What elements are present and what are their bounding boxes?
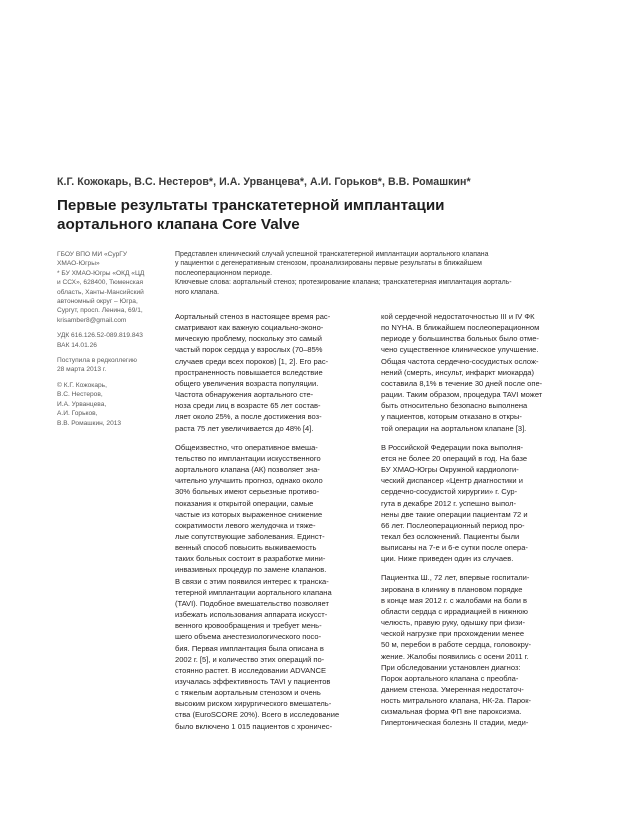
- body-text-line: у пациентов, которым отказано в откры-: [381, 412, 522, 422]
- body-text-line: было включено 1 015 пациентов с хроничес-: [175, 721, 333, 731]
- body-text-line: 2002 г. [5], и количество этих операций по-: [175, 654, 325, 664]
- keywords-line: ного клапана.: [175, 288, 220, 296]
- body-text-line: области сердца с иррадиацией в нижнюю: [381, 606, 528, 616]
- body-text-line: стоянно растет. В исследовании ADVANCE: [175, 665, 327, 675]
- body-text-line: общего увеличения возраста популяции.: [175, 378, 319, 388]
- affiliation: [57, 250, 161, 325]
- body-column-left: [175, 311, 375, 740]
- body-text-line: показания к открытой операции, самые: [175, 498, 314, 508]
- copyright-line: © К.Г. Кожокарь,: [57, 381, 107, 389]
- abstract-line: Представлен клинический случай успешной транскатетерной имплантации аортального клапана: [175, 251, 489, 258]
- body-text-line: кой сердечной недостаточностью III и IV ФК: [381, 312, 535, 321]
- body-text-line: изучалась эффективность TAVI у пациентов: [175, 677, 331, 686]
- body-text-line: Общая частота сердечно-сосудистых ослож-: [381, 356, 539, 366]
- affiliation-line: Сургут, просп. Ленина, 69/1,: [57, 307, 143, 315]
- body-text-line: выписаны на 7-е и 6-е сутки после опера-: [381, 543, 528, 553]
- classification-codes: [57, 331, 161, 350]
- body-text-line: При обследовании установлен диагноз:: [381, 662, 521, 672]
- body-text-line: раста 75 лет увеличивается до 48% [4].: [175, 423, 314, 433]
- abstract-line: у пациентки с дегенеративным стенозом, проанализированы первые результаты в ближайшем: [175, 260, 482, 268]
- body-text-line: ляет около 25%, а после достижения воз-: [175, 412, 322, 422]
- body-paragraph: [175, 442, 375, 732]
- authors-line: К.Г. Кожокарь, В.С. Нестеров*, И.А. Урванцева*, А.И. Горьков*, В.В. Ромашкин*: [57, 176, 471, 188]
- affiliation-line: ХМАО-Югры»: [57, 260, 100, 268]
- body-text-line: Частота обнаружения аортального сте-: [175, 390, 314, 400]
- article-title: [57, 196, 577, 234]
- affiliation-line: область, Ханты-Мансийский: [57, 288, 144, 296]
- title-line: Первые результаты транскатетерной имплантации: [57, 197, 445, 214]
- body-text-line: инвазивных процедур по замене клапанов.: [175, 565, 327, 575]
- body-text-line: венный способ повысить выживаемость: [175, 543, 317, 553]
- body-text-line: высоким риском хирургического вмешатель-: [175, 699, 332, 709]
- body-text-line: Порок аортального клапана с преобла-: [381, 673, 519, 683]
- received-line: 28 марта 2013 г.: [57, 366, 107, 374]
- body-text-line: рации. Таким образом, процедура TAVI может: [381, 390, 543, 400]
- body-text-line: аортального клапана (АК) позволяет зна-: [175, 465, 320, 475]
- body-text-line: бия. Первая имплантация была описана в: [175, 643, 324, 653]
- body-text-line: по NYHA. В ближайшем послеоперационном: [381, 323, 540, 333]
- body-text-line: избежать использования аппарата искусст-: [175, 610, 328, 620]
- body-text-line: венного кровообращения и требует мень-: [175, 621, 322, 631]
- body-text-line: 66 лет. Послеоперационный период про-: [381, 520, 525, 530]
- body-text-line: ства (EuroSCORE 20%). Всего в исследование: [175, 710, 340, 720]
- body-text-line: периоде у большинства больных было отме-: [381, 334, 539, 344]
- body-text-line: тельство по имплантации искусственного: [175, 453, 321, 463]
- body-text-line: чено существенное клиническое улучшение.: [381, 345, 539, 355]
- sidebar-metadata: [57, 250, 161, 434]
- body-text-line: лые сопутствующие заболевания. Единст-: [175, 531, 325, 541]
- body-text-line: (TAVI). Подобное вмешательство позволяет: [175, 598, 329, 608]
- body-text-line: сизмальная форма ФП вне пароксизма.: [381, 707, 522, 717]
- copyright-line: И.А. Урванцева,: [57, 400, 107, 408]
- body-text-line: 50 м, перебои в работе сердца, головокру-: [381, 640, 532, 650]
- body-text-line: текал без осложнений. Пациенты были: [381, 531, 520, 541]
- body-text-line: жение. Жалобы появились с осени 2011 г.: [381, 651, 529, 661]
- body-text-line: мическую проблему, поскольку это самый: [175, 334, 322, 344]
- body-text-line: сократимости левого желудочка и тяже-: [175, 520, 316, 530]
- body-text-line: В Российской Федерации пока выполня-: [381, 442, 524, 452]
- affiliation-line: ГБОУ ВПО МИ «СурГУ: [57, 251, 128, 258]
- body-text-line: пространенность повышается вследствие: [175, 367, 323, 377]
- body-text-line: частый порок сердца у взрослых (70–85%: [175, 345, 323, 355]
- keywords-line: Ключевые слова: аортальный стеноз; протезирование клапана; транскатетерная имплантация аорталь-: [175, 279, 512, 287]
- copyright-line: А.И. Горьков,: [57, 410, 98, 418]
- body-text-line: БУ ХМАО-Югры Окружной кардиологи-: [381, 465, 519, 475]
- abstract-line: послеоперационном периоде.: [175, 269, 272, 277]
- copyright-line: В.С. Нестеров,: [57, 391, 103, 399]
- body-text-line: ность митрального клапана, НК-2а. Парок-: [381, 696, 532, 706]
- body-text-line: ческой нагрузке при прохождении менее: [381, 629, 525, 639]
- body-text-line: той операции на аортальном клапане [3].: [381, 423, 527, 433]
- body-text-line: шего объема анестезиологического посо-: [175, 632, 322, 642]
- body-text-line: нены две такие операции пациентам 72 и: [381, 509, 528, 519]
- body-paragraph: [175, 311, 375, 434]
- body-text-line: зирована в клинику в плановом порядке: [381, 584, 523, 594]
- body-text-line: таких больных состоит в разработке мини-: [175, 554, 326, 564]
- received-date: [57, 356, 161, 375]
- contact-email: krisamber8@gmail.com: [57, 316, 127, 324]
- vak-code: ВАК 14.01.26: [57, 341, 97, 349]
- body-text-line: челюсть, правую руку, одышку при физи-: [381, 618, 526, 628]
- body-text-line: ции. Ниже приведен один из случаев.: [381, 554, 514, 564]
- body-text-line: Гипертоническая болезнь II стадии, меди-: [381, 718, 529, 728]
- body-text-line: нений (смерть, инсульт, инфаркт миокарда): [381, 367, 535, 377]
- body-text-line: случаев среди всех пороков) [1, 2]. Его рас-: [175, 356, 329, 366]
- body-paragraph: [381, 442, 581, 565]
- body-text-line: Общеизвестно, что оперативное вмеша-: [175, 442, 318, 452]
- body-text-line: гута в декабре 2012 г. успешно выпол-: [381, 498, 517, 508]
- body-text-line: В связи с этим появился интерес к транска-: [175, 576, 329, 586]
- body-paragraph: [381, 572, 581, 728]
- body-text-line: чительно улучшить прогноз, однако около: [175, 476, 323, 486]
- body-text-line: частые из которых выраженное снижение: [175, 509, 323, 519]
- udc-code: УДК 616.126.52-089.819.843: [57, 332, 143, 340]
- body-text-line: быть относительно безопасно выполнена: [381, 401, 528, 411]
- body-column-right: [381, 311, 581, 737]
- body-text-line: ется не более 20 операций в год. На базе: [381, 453, 528, 463]
- title-line: аортального клапана Core Valve: [57, 216, 300, 233]
- body-text-line: с тяжелым аортальным стенозом и очень: [175, 688, 321, 698]
- body-text-line: сердечно-сосудистой хирургии» г. Сур-: [381, 487, 518, 497]
- body-text-line: данием стеноза. Умеренная недостаточ-: [381, 685, 524, 694]
- received-line: Поступила в редколлегию: [57, 357, 137, 365]
- body-text-line: 30% больных имеют серьезные противо-: [175, 487, 320, 497]
- affiliation-line: * БУ ХМАО-Югры «ОКД «ЦД: [57, 269, 145, 277]
- body-text-line: составила 8,1% в течение 30 дней после опе-: [381, 378, 543, 388]
- affiliation-line: автономный округ – Югра,: [57, 298, 138, 306]
- copyright: [57, 381, 161, 428]
- body-text-line: тетерной имплантации аортального клапана: [175, 587, 332, 597]
- body-text-line: Аортальный стеноз в настоящее время рас-: [175, 312, 331, 321]
- body-text-line: сматривают как важную социально-эконо-: [175, 323, 324, 333]
- copyright-line: В.В. Ромашкин, 2013: [57, 419, 122, 427]
- affiliation-line: и ССХ», 628400, Тюменская: [57, 279, 144, 287]
- body-text-line: Пациентка Ш., 72 лет, впервые госпитали-: [381, 573, 530, 583]
- body-text-line: ческий диспансер «Центр диагностики и: [381, 476, 523, 486]
- body-text-line: в конце мая 2012 г. с жалобами на боли в: [381, 595, 528, 605]
- abstract: [175, 250, 575, 297]
- body-paragraph: [381, 311, 581, 434]
- body-text-line: ноза среди лиц в возрасте 65 лет состав-: [175, 401, 321, 411]
